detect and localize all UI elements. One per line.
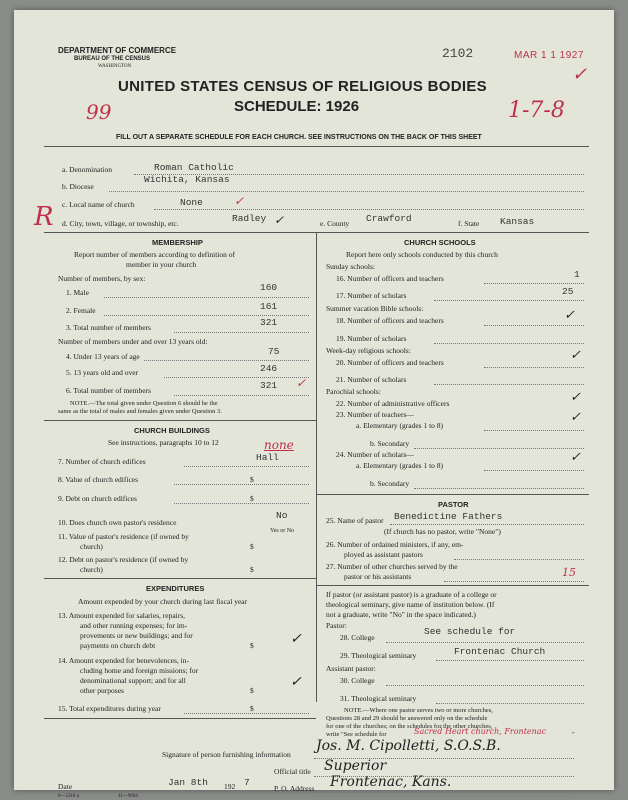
pastor-note-4-end: " <box>572 731 575 738</box>
buildings-subtitle: See instructions, paragraphs 10 to 12 <box>108 438 219 447</box>
po-address-label: P. O. Address <box>274 784 315 793</box>
res-value-label-2: church) <box>80 542 103 551</box>
pastor-note-2: Questions 28 and 29 should be answered only on the schedule <box>326 715 488 722</box>
schedule-number: 2102 <box>442 46 474 61</box>
under-13-value: 75 <box>268 346 280 357</box>
hand-number-right: 1-7-8 <box>508 98 565 123</box>
q23a-label: a. Elementary (grades 1 to 8) <box>356 421 444 430</box>
date-value: Jan 8th <box>168 777 208 788</box>
q24b-label: b. Secondary <box>370 479 410 488</box>
schools-subtitle: Report here only schools conducted by this church <box>346 250 498 259</box>
year-prefix: 192 <box>224 782 236 791</box>
membership-subtitle-1: Report number of members according to definition of <box>74 250 235 259</box>
dollar-13: $ <box>250 641 254 650</box>
total-members-2-label: 6. Total number of members <box>66 386 151 395</box>
q31-label: 31. Theological seminary <box>340 694 417 703</box>
check-mark-top: ✓ <box>572 64 588 85</box>
denomination-value: Roman Catholic <box>154 162 234 173</box>
pastor-title: PASTOR <box>438 500 469 509</box>
dollar-8: $ <box>250 475 254 484</box>
q29-label: 29. Theological seminary <box>340 651 417 660</box>
male-value: 160 <box>260 282 278 293</box>
q27-hand-value: 15 <box>562 566 576 579</box>
q23b-label: b. Secondary <box>370 439 410 448</box>
edifices-hand-note: none <box>264 438 294 452</box>
buildings-title: CHURCH BUILDINGS <box>134 426 210 435</box>
item13-line4: payments on church debt <box>80 641 156 650</box>
item14-line1: 14. Amount expended for benevolences, in- <box>58 656 190 665</box>
edifices-value: Hall <box>256 452 279 463</box>
q23-label: 23. Number of teachers— <box>336 410 414 419</box>
membership-subtitle-2: member in your church <box>126 260 197 269</box>
check-mark-14: ✓ <box>290 674 302 690</box>
membership-note-1: NOTE.—The total given under Question 6 should be the <box>70 400 218 407</box>
total-members-1-value: 321 <box>260 317 278 328</box>
local-name-value: None <box>180 197 203 208</box>
edifice-value-label: 8. Value of church edifices <box>58 475 139 484</box>
q16-value: 1 <box>574 269 580 280</box>
state-label: f. State <box>458 219 480 228</box>
res-value-label-1: 11. Value of pastor's residence (if owned by <box>58 532 189 541</box>
q20-label: 20. Number of officers and teachers <box>336 358 444 367</box>
res-debt-label-2: church) <box>80 565 103 574</box>
item13-line3: provements or new buildings; and for <box>80 631 193 640</box>
male-label: 1. Male <box>66 288 89 297</box>
q26-label-1: 26. Number of ordained ministers, if any, em- <box>326 540 464 549</box>
official-title-label: Official title <box>274 767 311 776</box>
pastor-note-1: NOTE.—Where one pastor serves two or more churches, <box>344 707 493 714</box>
hand-number-left: 99 <box>86 100 112 124</box>
q16-label: 16. Number of officers and teachers <box>336 274 444 283</box>
received-date-stamp: MAR 1 1 1927 <box>514 50 584 61</box>
dollar-12: $ <box>250 565 254 574</box>
q27-label-1: 27. Number of other churches served by the <box>326 562 458 571</box>
dollar-14: $ <box>250 686 254 695</box>
check-mark-13: ✓ <box>290 631 302 647</box>
state-value: Kansas <box>500 216 535 227</box>
dollar-11: $ <box>250 542 254 551</box>
check-mark-total: ✓ <box>296 376 307 390</box>
margin-R-mark: R <box>34 202 54 232</box>
q22-label: 22. Number of administrative officers <box>336 399 450 408</box>
weekday-label: Week-day religious schools: <box>326 346 411 355</box>
item14-line2: cluding home and foreign missions; for <box>80 666 199 675</box>
county-label: e. County <box>320 219 350 228</box>
check-mark-city: ✓ <box>274 213 285 227</box>
q17-label: 17. Number of scholars <box>336 291 407 300</box>
item14-line4: other purposes <box>80 686 124 695</box>
membership-note-2: same as the total of males and females given under Question 3. <box>58 408 222 415</box>
yes-no-hint: Yes or No <box>270 528 295 534</box>
over-13-value: 246 <box>260 363 278 374</box>
check-mark-18: ✓ <box>564 308 575 323</box>
pastor-subhead: Pastor: <box>326 621 347 630</box>
check-mark-22: ✓ <box>570 390 581 405</box>
county-value: Crawford <box>366 213 412 224</box>
residence-value: No <box>276 510 288 521</box>
form-instruction: FILL OUT A SEPARATE SCHEDULE FOR EACH CHURCH. SEE INSTRUCTIONS ON THE BACK OF THIS SHEET <box>116 134 482 141</box>
diocese-label: b. Diocese <box>62 182 94 191</box>
q19-label: 19. Number of scholars <box>336 334 407 343</box>
date-label: Date <box>58 782 73 791</box>
q28-value: See schedule for <box>424 626 516 637</box>
age-header: Number of members under and over 13 years old: <box>58 337 208 346</box>
q25-note: (If church has no pastor, write "None") <box>384 527 501 536</box>
summer-label: Summer vacation Bible schools: <box>326 304 424 313</box>
pastor-note-4-hand: Sacred Heart church, Frontenac <box>414 727 547 736</box>
edifice-debt-label: 9. Debt on church edifices <box>58 494 137 503</box>
item14-line3: denominational support; and for all <box>80 676 186 685</box>
female-label: 2. Female <box>66 306 96 315</box>
q24a-label: a. Elementary (grades 1 to 8) <box>356 461 444 470</box>
q17-value: 25 <box>562 286 574 297</box>
q25-value: Benedictine Fathers <box>394 511 503 522</box>
parochial-label: Parochial schools: <box>326 387 381 396</box>
expenditures-title: EXPENDITURES <box>146 584 205 593</box>
q25-label: 25. Name of pastor <box>326 516 384 525</box>
item15-label: 15. Total expenditures during year <box>58 704 161 713</box>
year-suffix: 7 <box>244 777 250 788</box>
form-number: 6—5318 a <box>58 794 79 799</box>
dept-name: DEPARTMENT OF COMMERCE <box>58 46 177 55</box>
q18-label: 18. Number of officers and teachers <box>336 316 444 325</box>
total-members-2-value: 321 <box>260 380 278 391</box>
bureau-name: BUREAU OF THE CENSUS <box>74 56 151 62</box>
item13-line1: 13. Amount expended for salaries, repairs, <box>58 611 186 620</box>
diocese-value: Wichita, Kansas <box>144 174 230 185</box>
pastor-note-3: for one of the churches; on the schedules for the other churches, <box>326 723 493 730</box>
pastor-note-4: write "See schedule for <box>326 731 387 738</box>
total-members-1-label: 3. Total number of members <box>66 323 151 332</box>
item13-line2: and other running expenses; for im- <box>80 621 188 630</box>
dollar-9: $ <box>250 494 254 503</box>
bureau-city: WASHINGTON <box>98 64 132 69</box>
q21-label: 21. Number of scholars <box>336 375 407 384</box>
residence-label: 10. Does church own pastor's residence <box>58 518 177 527</box>
q29-value: Frontenac Church <box>454 646 546 657</box>
sunday-label: Sunday schools: <box>326 262 375 271</box>
census-schedule-sheet <box>14 10 614 799</box>
city-value: Radley <box>232 213 267 224</box>
pastor-inst-2: theological seminary, give name of institution below. (If <box>326 600 495 609</box>
dollar-15: $ <box>250 704 254 713</box>
check-mark-24: ✓ <box>570 450 581 465</box>
edifices-label: 7. Number of church edifices <box>58 457 146 466</box>
official-title-value: Superior <box>324 758 387 774</box>
q26-label-2: ployed as assistant pastors <box>344 550 423 559</box>
q28-label: 28. College <box>340 633 375 642</box>
check-mark-local: ✓ <box>234 194 245 208</box>
membership-title: MEMBERSHIP <box>152 238 203 247</box>
female-value: 161 <box>260 301 278 312</box>
check-mark-23: ✓ <box>570 410 581 425</box>
res-debt-label-1: 12. Debt on pastor's residence (if owned by <box>58 555 189 564</box>
expenditures-subtitle: Amount expended by your church during last fiscal year <box>78 597 248 606</box>
city-label: d. City, town, village, or township, etc. <box>62 219 179 228</box>
column-divider <box>316 232 317 702</box>
assistant-subhead: Assistant pastor: <box>326 664 376 673</box>
po-address-value: Frontenac, Kans. <box>330 774 452 790</box>
over-13-label: 5. 13 years old and over <box>66 368 139 377</box>
pastor-inst-1: If pastor (or assistant pastor) is a graduate of a college or <box>326 590 497 599</box>
local-name-label: c. Local name of church <box>62 200 135 209</box>
check-mark-20: ✓ <box>570 348 581 363</box>
signature-value: Jos. M. Cipolletti, S.O.S.B. <box>316 738 501 754</box>
q30-label: 30. College <box>340 676 375 685</box>
form-number-2: 11—9004 <box>118 794 138 799</box>
under-13-label: 4. Under 13 years of age <box>66 352 140 361</box>
by-sex-label: Number of members, by sex: <box>58 274 146 283</box>
form-title: UNITED STATES CENSUS OF RELIGIOUS BODIES <box>118 78 487 95</box>
form-schedule-year: SCHEDULE: 1926 <box>234 98 360 115</box>
signature-label: Signature of person furnishing information <box>162 750 291 759</box>
pastor-inst-3: not a graduate, write "No" in the space indicated.) <box>326 610 476 619</box>
q27-label-2: pastor or his assistants <box>344 572 412 581</box>
header-rule <box>44 146 589 147</box>
q24-label: 24. Number of scholars— <box>336 450 414 459</box>
schools-title: CHURCH SCHOOLS <box>404 238 476 247</box>
denomination-label: a. Denomination <box>62 165 112 174</box>
